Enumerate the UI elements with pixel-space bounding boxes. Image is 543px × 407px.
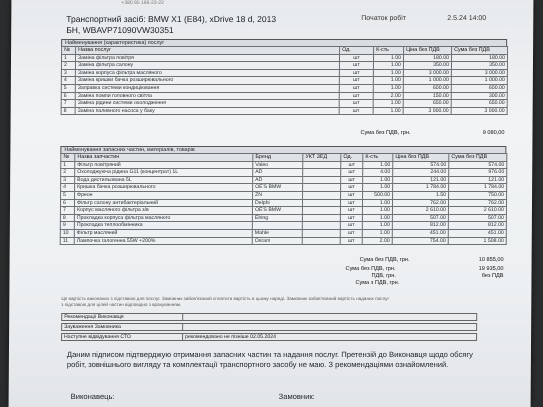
- invoice-paper: [9, 0, 534, 407]
- summary-vat-value: без ПДВ: [481, 273, 504, 279]
- table-cell: 1.00: [362, 229, 392, 237]
- table-cell: 976.00: [449, 169, 507, 177]
- part-row: [60, 222, 506, 230]
- notes-line2: з підставою для цілей частин відповідно з врахуванням.: [61, 301, 182, 307]
- table-cell: шт: [339, 77, 373, 85]
- table-cell: AD: [253, 176, 303, 184]
- summary-sum-value: 19 935,00: [478, 266, 504, 272]
- services-section-title: Найменування (характеристика) послуг: [61, 39, 507, 47]
- table-cell: Кришка бачка розширювального: [75, 184, 253, 192]
- table-cell: 180.00: [403, 54, 451, 62]
- table-cell: 2 610.00: [448, 207, 506, 215]
- parts-section-title: Найменування запасних частин, матеріалів, товарів: [60, 146, 506, 154]
- service-row: [61, 100, 507, 108]
- table-cell: 600.00: [403, 84, 451, 92]
- table-cell: 3 000.00: [403, 69, 451, 77]
- vehicle-title-line2: БН, WBAVP71090VW30351: [66, 25, 174, 35]
- table-cell: Лампочка галогенна 55W +200%: [74, 237, 252, 245]
- parts-header-row: [61, 154, 507, 162]
- table-cell: 11: [60, 237, 74, 245]
- table-cell: 2 610.00: [392, 207, 448, 215]
- work-start-date: 2.5.24 14:00: [447, 15, 487, 22]
- table-cell: 2.00: [373, 92, 403, 100]
- table-cell: 451.00: [448, 229, 506, 237]
- col-number: №: [62, 47, 76, 55]
- table-cell: 1 000.00: [403, 77, 451, 85]
- col-unit: Од.: [341, 154, 363, 162]
- table-cell: шт: [341, 184, 363, 192]
- col-part-name: Назва запчастин: [75, 154, 253, 162]
- col-price: Ціна без ПДВ: [404, 47, 452, 55]
- services-total-label: Сума без ПДВ, грн.: [360, 130, 411, 136]
- table-cell: шт: [340, 229, 362, 237]
- parts-table: [60, 153, 508, 245]
- table-cell: 121.00: [393, 176, 449, 184]
- services-header-row: [62, 47, 508, 55]
- table-cell: 2: [61, 62, 75, 70]
- table-cell: Delphi: [252, 199, 302, 207]
- table-cell: 812.00: [448, 222, 506, 230]
- table-cell: [303, 191, 341, 199]
- table-cell: Elring: [252, 214, 302, 222]
- table-cell: Фільтр масляний: [74, 229, 252, 237]
- table-cell: 1.00: [363, 176, 393, 184]
- table-cell: Прокладка корпуса фільтра масляного: [74, 214, 252, 222]
- next-visit-row: [61, 333, 477, 341]
- table-cell: Заміна паливного насоса у баку: [75, 107, 339, 115]
- table-cell: 754.00: [392, 237, 448, 245]
- table-cell: [303, 161, 341, 169]
- service-row: [61, 92, 507, 100]
- col-qty: К-сть: [374, 47, 404, 55]
- customer-remarks-row: [61, 323, 477, 331]
- summary-vat-label: ПДВ, грн.: [371, 273, 396, 279]
- table-cell: ZN: [253, 191, 303, 199]
- table-cell: 3: [61, 69, 75, 77]
- phone-header: +380 95 166-23-22: [121, 0, 164, 6]
- table-cell: 762.00: [392, 199, 448, 207]
- notes: [61, 296, 481, 307]
- table-cell: 8: [61, 107, 75, 115]
- table-cell: [302, 237, 340, 245]
- table-cell: 507.00: [392, 214, 448, 222]
- table-cell: шт: [340, 199, 362, 207]
- table-cell: 1.00: [373, 77, 403, 85]
- part-row: [61, 191, 507, 199]
- table-cell: 2: [61, 169, 75, 177]
- table-cell: 650.00: [403, 100, 451, 108]
- customer-remarks-value: [182, 324, 478, 331]
- col-sum: Сума без ПДВ: [449, 154, 507, 162]
- summary-total-label: Сума з ПДВ, грн.: [355, 280, 400, 286]
- table-cell: 1: [61, 161, 75, 169]
- service-row: [61, 54, 507, 62]
- table-cell: 600.00: [451, 84, 507, 92]
- part-row: [60, 229, 506, 237]
- table-cell: 300.00: [451, 92, 507, 100]
- table-cell: шт: [339, 100, 373, 108]
- table-cell: [252, 222, 302, 230]
- table-cell: 507.00: [448, 214, 506, 222]
- executor-recommendations-value: [182, 314, 478, 321]
- table-cell: 1.00: [373, 100, 403, 108]
- table-cell: Заміна фільтра салону: [75, 62, 339, 70]
- table-cell: [303, 176, 341, 184]
- table-cell: 6: [61, 92, 75, 100]
- table-cell: 180.00: [451, 54, 507, 62]
- table-cell: шт: [341, 169, 363, 177]
- table-cell: Корпус масляного фільтра з/в: [74, 207, 252, 215]
- table-cell: Заміна кришки бачка розширювального: [75, 77, 339, 85]
- table-cell: шт: [341, 176, 363, 184]
- table-cell: 3 000.00: [451, 107, 507, 115]
- table-cell: 4.00: [363, 169, 393, 177]
- vehicle-title: [66, 14, 276, 36]
- table-cell: 762.00: [448, 199, 506, 207]
- table-cell: [302, 207, 340, 215]
- next-visit-label: Наступне відвідування СТО: [64, 334, 131, 340]
- table-cell: 7: [61, 100, 75, 108]
- col-unit: Од.: [340, 47, 374, 55]
- table-cell: 1.00: [373, 107, 403, 115]
- table-cell: 4: [61, 77, 75, 85]
- table-cell: Заміна корпуса фільтра масляного: [75, 69, 339, 77]
- table-cell: шт: [339, 84, 373, 92]
- table-cell: Охолоджуюча рідина G11 (концентрат) 1L: [75, 169, 253, 177]
- col-number: №: [61, 154, 75, 162]
- table-cell: AD: [253, 169, 303, 177]
- col-service-name: Назва послуг: [76, 47, 340, 55]
- table-cell: шт: [339, 62, 373, 70]
- table-cell: Фільтр повітряний: [75, 161, 253, 169]
- notes-line1: Це вартість виконаних з підставою для послуг. Замовник забов'язаний сплатити вартість в цьому наряді. Замовник зобов'язаний вартість наданих послуг: [61, 296, 390, 301]
- consent-text: Даним підписом підтверджую отримання запасних частин та надання послуг. Претензій до Виконавця щодо обсягу робіт, зовнішнього вигляду та комплектації транспортного засобу не маю. З рекомендаціями ознайомлений.: [66, 350, 473, 369]
- table-cell: шт: [339, 69, 373, 77]
- col-price: Ціна без ПДВ: [393, 154, 449, 162]
- table-cell: 1.50: [393, 191, 449, 199]
- table-cell: шт: [339, 54, 373, 62]
- table-cell: 1 784.00: [449, 184, 507, 192]
- table-cell: шт: [340, 207, 362, 215]
- table-cell: OE'S BMW: [252, 207, 302, 215]
- table-cell: 350.00: [451, 62, 507, 70]
- table-cell: Вода дистильована 5L: [75, 176, 253, 184]
- col-brand: Бренд: [253, 154, 303, 162]
- parts-total-label: Сума без ПДВ, грн.: [359, 257, 410, 263]
- table-cell: [302, 222, 340, 230]
- table-cell: шт: [341, 161, 363, 169]
- table-cell: Прокладка теплообмінника: [74, 222, 252, 230]
- executor-recommendations-label: Рекомендації Виконавця: [64, 314, 124, 320]
- summary-sum-label: Сума без ПДВ, грн.: [345, 266, 396, 272]
- table-cell: 3 000.00: [403, 107, 451, 115]
- table-cell: 10: [60, 229, 74, 237]
- table-cell: 1.00: [373, 62, 403, 70]
- table-cell: Заміна рідини системи охолодження: [75, 100, 339, 108]
- part-row: [60, 214, 506, 222]
- customer-remarks-label: Зауваження Замовника: [64, 324, 121, 330]
- table-cell: 1.00: [373, 84, 403, 92]
- table-cell: 1.00: [362, 199, 392, 207]
- table-cell: 7: [60, 207, 74, 215]
- part-row: [61, 169, 507, 177]
- services-table: [61, 46, 508, 115]
- table-cell: [302, 214, 340, 222]
- service-row: [61, 107, 507, 115]
- table-cell: шт: [340, 222, 362, 230]
- work-start-label: Початок робіт: [361, 15, 407, 22]
- table-cell: 1.00: [362, 207, 392, 215]
- parts-total-value: 10 855,00: [478, 257, 504, 263]
- customer-signature-label: Замовник:: [278, 392, 315, 401]
- part-row: [61, 161, 507, 169]
- table-cell: шт: [339, 92, 373, 100]
- table-cell: 3: [61, 176, 75, 184]
- table-cell: 574.00: [393, 161, 449, 169]
- table-cell: 451.00: [392, 229, 448, 237]
- table-cell: шт: [340, 214, 362, 222]
- executor-recommendations-row: [61, 313, 477, 321]
- table-cell: 1 784.00: [393, 184, 449, 192]
- table-cell: OE'S BMW: [253, 184, 303, 192]
- table-cell: 1.00: [363, 161, 393, 169]
- table-cell: 1 000.00: [451, 77, 507, 85]
- table-cell: 350.00: [403, 62, 451, 70]
- table-cell: Заправка системи кондиціювання: [75, 84, 339, 92]
- col-qty: К-сть: [363, 154, 393, 162]
- table-cell: 574.00: [449, 161, 507, 169]
- table-cell: 1: [61, 54, 75, 62]
- table-cell: [303, 169, 341, 177]
- table-cell: Фреон: [75, 191, 253, 199]
- table-cell: [302, 229, 340, 237]
- table-cell: Osram: [252, 237, 302, 245]
- table-cell: 9: [60, 222, 74, 230]
- table-cell: 6: [60, 199, 74, 207]
- part-row: [61, 184, 507, 192]
- table-cell: [302, 199, 340, 207]
- table-cell: 121.00: [449, 176, 507, 184]
- table-cell: Valeo: [253, 161, 303, 169]
- table-cell: 500.00: [363, 191, 393, 199]
- table-cell: Заміна фільтра повітря: [75, 54, 339, 62]
- part-row: [61, 176, 507, 184]
- table-cell: 650.00: [451, 100, 507, 108]
- table-cell: 1.00: [373, 54, 403, 62]
- col-sum: Сума без ПДВ: [452, 47, 508, 55]
- table-cell: 750.00: [449, 191, 507, 199]
- part-row: [60, 237, 506, 245]
- table-cell: 1.00: [363, 184, 393, 192]
- table-cell: 5: [61, 84, 75, 92]
- table-cell: 5: [61, 191, 75, 199]
- service-row: [61, 77, 507, 85]
- table-cell: шт: [340, 237, 362, 245]
- vehicle-title-line1: Транспортний засіб: BMW X1 (E84), xDrive 18 d, 2013: [66, 14, 277, 24]
- table-cell: 812.00: [392, 222, 448, 230]
- table-cell: шт: [341, 191, 363, 199]
- next-visit-value: рекомендовано не пізніше 02.05.2024: [182, 334, 478, 341]
- table-cell: 3 000.00: [451, 69, 507, 77]
- table-cell: [303, 184, 341, 192]
- service-row: [61, 69, 507, 77]
- table-cell: 4: [61, 184, 75, 192]
- col-ukt-zed: УКТ ЗЕД: [303, 154, 341, 162]
- table-cell: 1.00: [362, 222, 392, 230]
- table-cell: 1 508.00: [448, 237, 506, 245]
- table-cell: 8: [60, 214, 74, 222]
- table-cell: Mahle: [252, 229, 302, 237]
- service-row: [61, 84, 507, 92]
- table-cell: 150.00: [403, 92, 451, 100]
- table-cell: шт: [339, 107, 373, 115]
- table-cell: 1.00: [362, 214, 392, 222]
- part-row: [60, 207, 506, 215]
- service-row: [61, 62, 507, 70]
- table-cell: 2.00: [362, 237, 392, 245]
- table-cell: 244.00: [393, 169, 449, 177]
- table-cell: Фільтр салону антибактеріальний: [74, 199, 252, 207]
- table-cell: 1.00: [373, 69, 403, 77]
- executor-signature-label: Виконавець:: [70, 392, 115, 401]
- part-row: [60, 199, 506, 207]
- table-cell: Заміна помпи головного світла: [75, 92, 339, 100]
- services-total-value: 9 080,00: [482, 130, 505, 136]
